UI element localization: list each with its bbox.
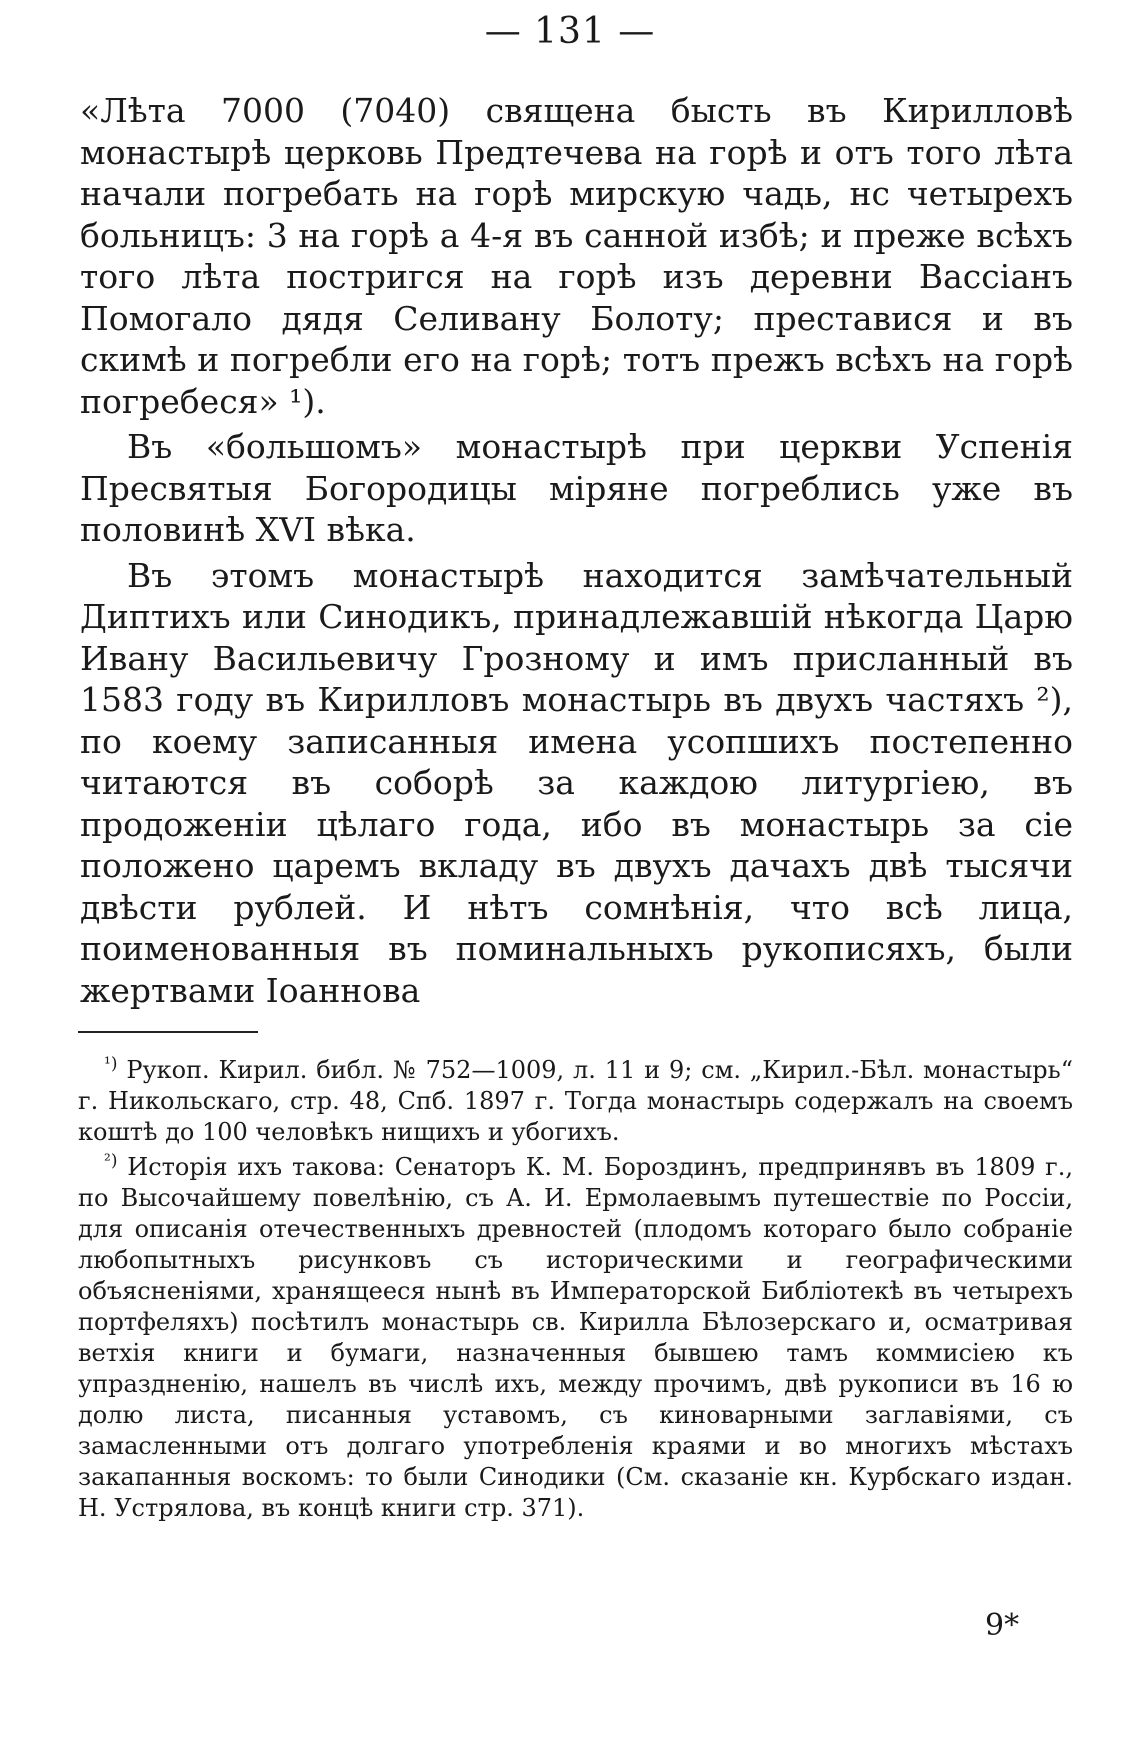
footnote-1-text: Рукоп. Кирил. библ. № 752—1009, л. 11 и 9; см. „Кирил.-Бѣл. монастырь“ г. Никольскаго, стр. 48, Спб. 1897 г. Тогда монастырь содержалъ на своемъ коштѣ до 100 человѣкъ нищихъ и убогихъ. [78,1056,1073,1146]
signature-mark: 9* [985,1608,1020,1643]
footnote-2-text: Исторія ихъ такова: Сенаторъ К. М. Бороздинъ, предпринявъ въ 1809 г., по Высочайшему повелѣнію, съ А. И. Ермолаевымъ путешествіе по Россіи, для описанія отечественныхъ древностей (плодомъ котораго было собраніе любопытныхъ рисунковъ съ историческими и географическими объясненіями, хранящееся нынѣ въ Императорской Библіотекѣ въ четырехъ портфеляхъ) посѣтилъ монастырь св. Кирилла Бѣлозерскаго и, осматривая ветхія книги и бумаги, назначенныя бывшею тамъ коммисіею къ упраздненію, нашелъ въ числѣ ихъ, между прочимъ, двѣ рукописи въ 16 ю долю листа, писанныя уставомъ, съ киноварными заглавіями, съ замасленными отъ долгаго употребленія краями и во многихъ мѣстахъ закапанныя воскомъ: то были Синодики (См. сказаніе кн. Курбскаго издан. Н. Устрялова, въ концѣ книги стр. 371). [78,1153,1073,1522]
paragraph-1: «Лѣта 7000 (7040) священа бысть въ Кирилловѣ монастырѣ церковь Предтечева на горѣ и отъ того лѣта начали погребать на горѣ мирскую чадь, нс четырехъ больницъ: 3 на горѣ а 4-я въ санной избѣ; и преже всѣхъ того лѣта постригся на горѣ изъ деревни Вассіанъ Помогало дядя Селивану Болоту; преставися и въ скимѣ и погребли его на горѣ; тотъ прежъ всѣхъ на горѣ погребеся» ¹). [80,91,1073,421]
page-number: — 131 — [484,11,656,52]
paragraph-2: Въ «большомъ» монастырѣ при церкви Успенія Пресвятыя Богородицы міряне погреблись уже въ половинѣ XVI вѣка. [80,427,1073,549]
footnote-1-marker: ¹) [104,1054,118,1074]
footnote-1 [78,1055,1073,1148]
paragraph-3: Въ этомъ монастырѣ находится замѣчательный Диптихъ или Синодикъ, принадлежавшій нѣкогда Царю Ивану Васильевичу Грозному и имъ присланный въ 1583 году въ Кирилловъ монастырь въ двухъ частяхъ ²), по коему записанныя имена усопшихъ постепенно читаются въ соборѣ за каждою литургіею, въ продоженіи цѣлаго года, ибо въ монастырь за сіе положено царемъ вкладу въ двухъ дачахъ двѣ тысячи двѣсти рублей. И нѣтъ сомнѣнія, что всѣ лица, поименованныя въ поминальныхъ рукописяхъ, были жертвами Іоаннова [80,555,1073,1010]
footnote-2-marker: ²) [104,1151,118,1171]
footnote-2 [78,1152,1073,1524]
footnotes [78,1055,1073,1528]
main-text [80,90,1073,1015]
footnote-divider [78,1031,258,1033]
